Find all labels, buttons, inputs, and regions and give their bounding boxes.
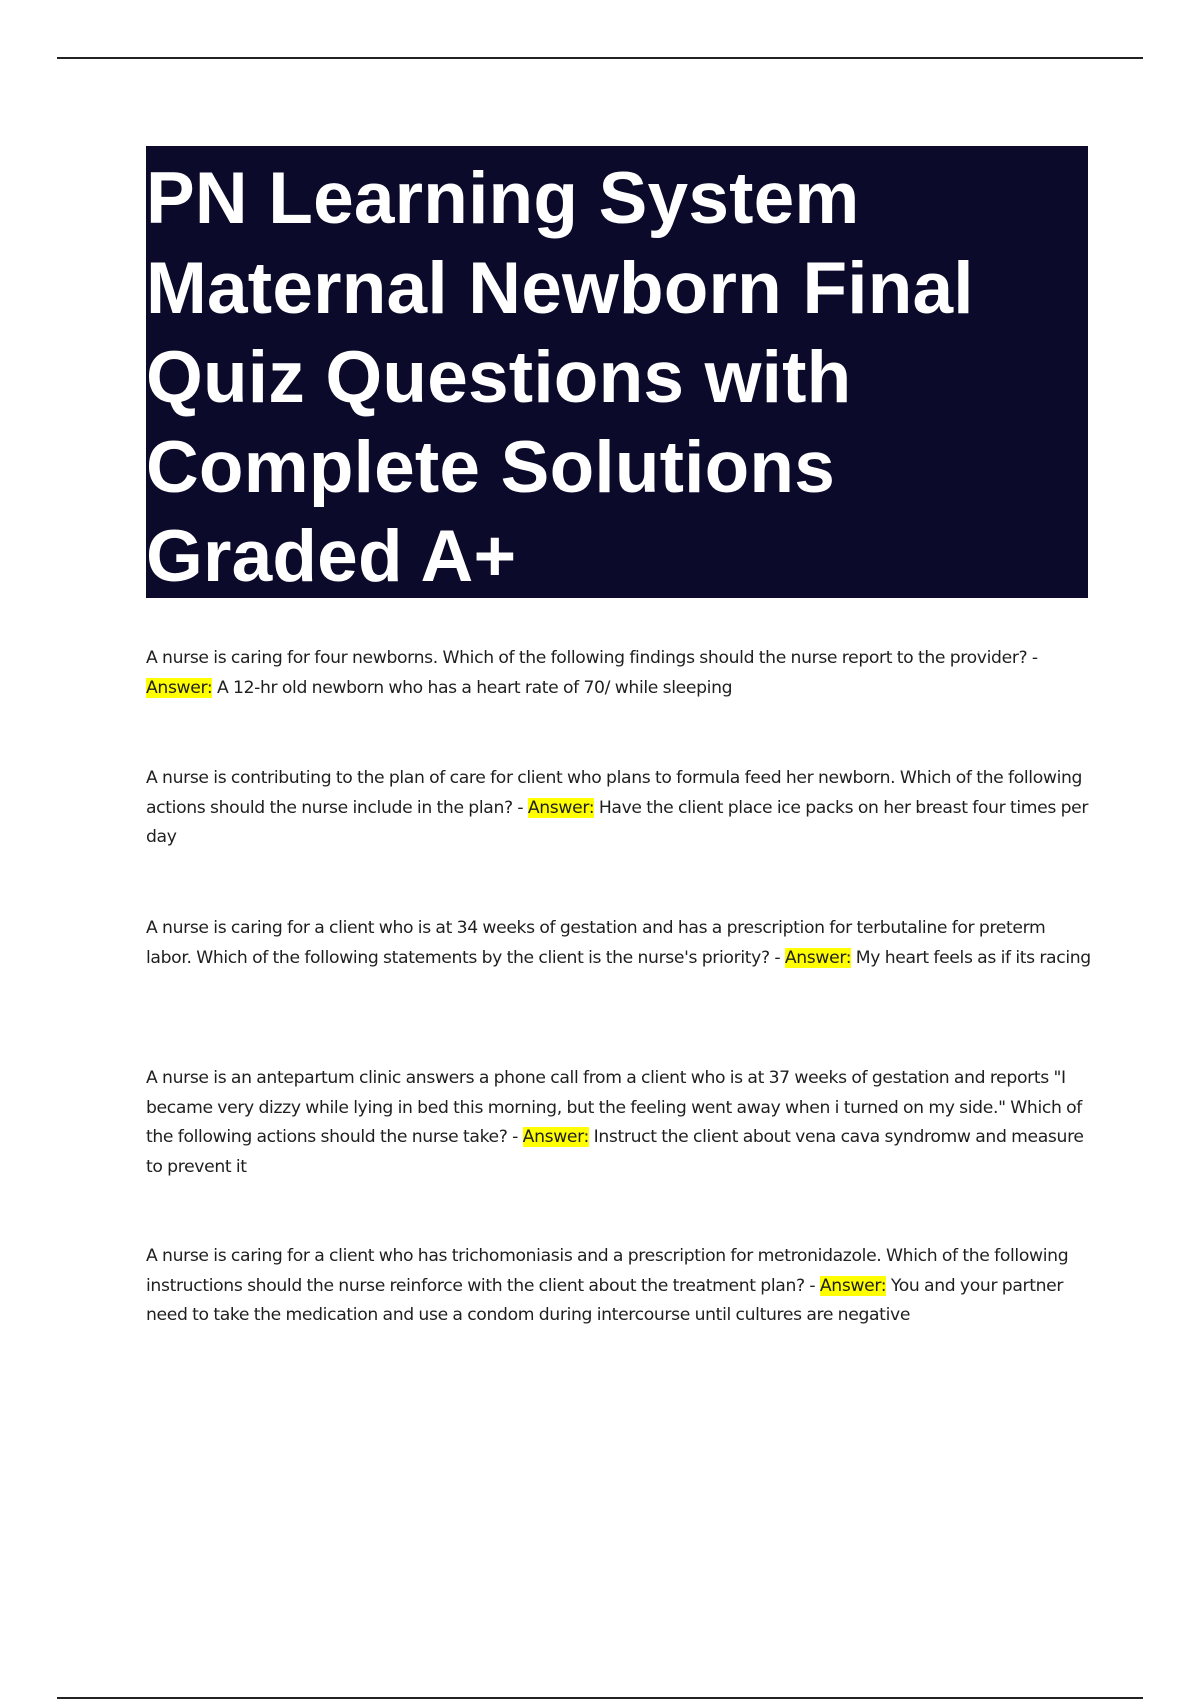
separator: - <box>769 947 785 968</box>
qa-item <box>146 644 1091 703</box>
question-text: A nurse is caring for a client who has trichomoniasis and a prescription for metronidazole. Which of the following instructions should the nurse reinforce with the client about the treatment plan? <box>146 1246 1069 1296</box>
question-text: A nurse is an antepartum clinic answers a phone call from a client who is at 37 weeks of gestation and reports "I became very dizzy while lying in bed this morning, but the feeling went away when i turned on my side." Which of the following actions should the nurse take? <box>146 1068 1082 1147</box>
answer-label: Answer: <box>527 797 595 818</box>
separator: - <box>1027 648 1038 668</box>
answer-label: Answer: <box>819 1275 887 1296</box>
bottom-rule <box>57 1697 1143 1699</box>
answer-text: A 12-hr old newborn who has a heart rate of 70/ while sleeping <box>216 677 733 698</box>
title-banner <box>146 146 1088 598</box>
answer-text: Instruct the client about vena cava syndromw and measure to prevent it <box>146 1127 1084 1177</box>
document-title: PN Learning System Maternal Newborn Final Quiz Questions with Complete Solutions Graded A+ <box>146 158 974 597</box>
answer-text: Have the client place ice packs on her breast four times per day <box>146 797 1089 847</box>
qa-item <box>146 1064 1091 1182</box>
answer-label: Answer: <box>784 947 852 968</box>
answer-text: My heart feels as if its racing <box>855 947 1091 968</box>
separator: - <box>512 797 528 818</box>
qa-item <box>146 914 1091 973</box>
top-rule <box>57 57 1143 59</box>
separator: - <box>507 1127 523 1147</box>
separator: - <box>804 1275 820 1296</box>
question-text: A nurse is caring for a client who is at 34 weeks of gestation and has a prescription for terbutaline for preterm labor. Which of the following statements by the client is the nurse's priority? <box>146 918 1046 968</box>
answer-label: Answer: <box>146 677 213 698</box>
qa-item <box>146 764 1091 853</box>
answer-label: Answer: <box>522 1127 589 1147</box>
qa-item <box>146 1242 1091 1331</box>
question-text: A nurse is caring for four newborns. Which of the following findings should the nurse report to the provider? <box>146 648 1028 668</box>
answer-text: You and your partner need to take the medication and use a condom during intercourse until cultures are negative <box>146 1275 1064 1325</box>
question-text: A nurse is contributing to the plan of care for client who plans to formula feed her newborn. Which of the following actions should the nurse include in the plan? <box>146 768 1083 818</box>
